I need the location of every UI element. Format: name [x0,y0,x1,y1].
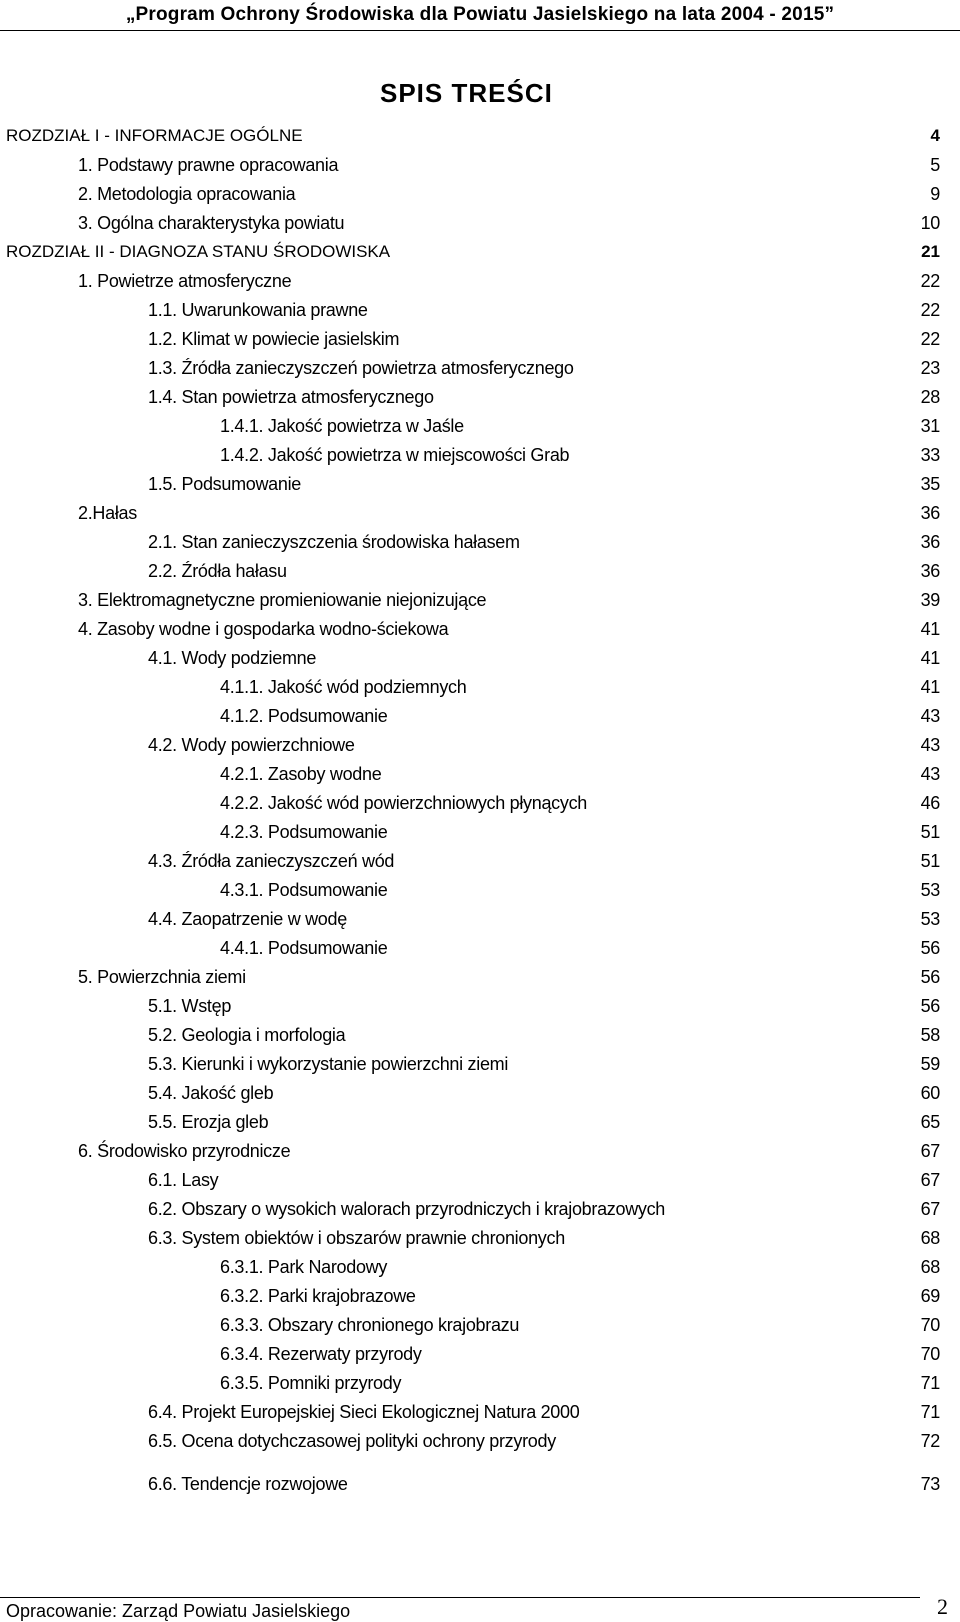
toc-entry-page: 9 [930,184,940,204]
toc-entry-page: 22 [920,329,940,349]
toc-entry-title: 4.1.1. Jakość wód podziemnych [220,677,467,697]
toc-entry-page: 41 [920,648,940,668]
toc-entry[interactable] [0,849,940,873]
toc-entry-title: 4.2.2. Jakość wód powierzchniowych płynących [220,793,587,813]
toc-entry-page: 70 [920,1344,940,1364]
toc-entry[interactable] [0,907,940,931]
toc-entry-page: 43 [920,764,940,784]
toc-entry-page: 28 [920,387,940,407]
toc-entry-page: 69 [920,1286,940,1306]
toc-entry-title: 3. Elektromagnetyczne promieniowanie niejonizujące [78,590,487,610]
toc-entry-page: 51 [920,851,940,871]
toc-entry-page: 56 [920,967,940,987]
toc-entry[interactable] [0,530,940,554]
toc-entry[interactable] [0,443,940,467]
toc-entry-title: 4.3.1. Podsumowanie [220,880,388,900]
toc-entry-page: 65 [920,1112,940,1132]
toc-entry-page: 10 [920,213,940,233]
toc-entry-page: 70 [920,1315,940,1335]
toc-entry-page: 71 [920,1373,940,1393]
toc-entry[interactable] [0,1081,940,1105]
toc-entry-page: 60 [920,1083,940,1103]
toc-entry-title: 6.3.5. Pomniki przyrody [220,1373,402,1393]
toc-entry-title: ROZDZIAŁ I - INFORMACJE OGÓLNE [6,126,303,145]
toc-entry-title: 1. Powietrze atmosferyczne [78,271,292,291]
toc-entry-title: 4.1.2. Podsumowanie [220,706,388,726]
toc-entry-title: 4.4. Zaopatrzenie w wodę [148,909,347,929]
toc-entry[interactable] [0,762,940,786]
toc-entry-title: 5. Powierzchnia ziemi [78,967,246,987]
toc-entry[interactable] [0,1429,940,1453]
toc-entry-page: 4 [930,126,940,145]
toc-entry[interactable] [0,1197,940,1221]
toc-entry[interactable] [0,1400,940,1424]
toc-entry-title: 6.1. Lasy [148,1170,219,1190]
toc-entry[interactable] [0,1110,940,1134]
toc-entry-title: 1.5. Podsumowanie [148,474,301,494]
toc-entry-page: 21 [921,242,940,261]
toc-entry[interactable] [0,356,940,380]
toc-entry-title: 1.3. Źródła zanieczyszczeń powietrza atmosferycznego [148,358,574,378]
toc-entry[interactable] [0,414,940,438]
toc-entry[interactable] [0,269,940,293]
footer-text: Opracowanie: Zarząd Powiatu Jasielskiego [6,1601,351,1621]
toc-entry-title: 5.1. Wstęp [148,996,232,1016]
toc-entry-title: 6.5. Ocena dotychczasowej polityki ochrony przyrody [148,1431,556,1451]
toc-entry[interactable] [0,646,940,670]
toc-entry-title: 6.6. Tendencje rozwojowe [148,1474,348,1494]
toc-entry-page: 67 [920,1141,940,1161]
toc-entry-title: 4.2. Wody powierzchniowe [148,735,355,755]
toc-entry-title: 2.2. Źródła hałasu [148,561,287,581]
toc-entry-title: ROZDZIAŁ II - DIAGNOZA STANU ŚRODOWISKA [6,242,391,261]
toc-entry[interactable] [0,559,940,583]
toc-entry-title: 4.2.3. Podsumowanie [220,822,388,842]
toc-entry-page: 56 [920,938,940,958]
toc-entry-title: 6.3.4. Rezerwaty przyrody [220,1344,422,1364]
toc-entry[interactable] [0,1139,940,1163]
toc-entry-page: 58 [920,1025,940,1045]
toc-entry-title: 1.4. Stan powietrza atmosferycznego [148,387,434,407]
toc-entry[interactable] [0,1255,940,1279]
toc-entry-page: 67 [920,1199,940,1219]
toc-entry-page: 43 [920,706,940,726]
toc-entry-title: 4.3. Źródła zanieczyszczeń wód [148,851,395,871]
footer-divider [0,1597,920,1598]
toc-entry[interactable] [0,153,940,177]
toc-entry-title: 5.3. Kierunki i wykorzystanie powierzchni ziemi [148,1054,509,1074]
toc-entry-title: 4.1. Wody podziemne [148,648,317,668]
toc-entry-title: 4.4.1. Podsumowanie [220,938,388,958]
toc-entry-title: 6.4. Projekt Europejskiej Sieci Ekologicznej Natura 2000 [148,1402,580,1422]
toc-entry[interactable] [0,704,940,728]
toc-entry-page: 73 [920,1474,940,1494]
toc-entry-page: 72 [920,1431,940,1451]
toc-entry-title: 6.3. System obiektów i obszarów prawnie chronionych [148,1228,565,1248]
toc-entry-title: 3. Ogólna charakterystyka powiatu [78,213,345,233]
toc-entry[interactable] [0,733,940,757]
toc-entry-page: 31 [920,416,940,436]
toc-entry-page: 53 [920,880,940,900]
toc-entry-title: 6.3.3. Obszary chronionego krajobrazu [220,1315,520,1335]
toc-entry-page: 68 [920,1228,940,1248]
toc-entry-title: 1.1. Uwarunkowania prawne [148,300,368,320]
toc-entry-title: 5.4. Jakość gleb [148,1083,274,1103]
toc-entry[interactable] [0,965,940,989]
toc-entry-title: 1. Podstawy prawne opracowania [78,155,339,175]
toc-entry-page: 33 [920,445,940,465]
toc-entry[interactable] [0,182,940,206]
toc-entry-title: 1.2. Klimat w powiecie jasielskim [148,329,400,349]
toc-entry[interactable] [0,1342,940,1366]
toc-entry-page: 23 [920,358,940,378]
toc-entry-page: 5 [930,155,940,175]
toc-entry[interactable] [0,1023,940,1047]
toc-entry[interactable] [0,588,940,612]
toc-entry-title: 2. Metodologia opracowania [78,184,296,204]
toc-entry-page: 71 [920,1402,940,1422]
toc-entry-title: 6.3.2. Parki krajobrazowe [220,1286,416,1306]
toc-entry-page: 36 [920,503,940,523]
toc-entry-title: 1.4.2. Jakość powietrza w miejscowości Grab [220,445,570,465]
toc-entry-page: 22 [920,300,940,320]
toc-entry-title: 1.4.1. Jakość powietrza w Jaśle [220,416,464,436]
toc-entry-page: 36 [920,532,940,552]
toc-entry[interactable] [0,1284,940,1308]
toc-entry[interactable] [0,1168,940,1192]
toc-title: SPIS TREŚCI [380,78,553,108]
toc-entry[interactable] [0,1472,940,1496]
toc-entry-page: 56 [920,996,940,1016]
toc-entry-page: 67 [920,1170,940,1190]
toc-entry[interactable] [0,298,940,322]
toc-entry[interactable] [0,936,940,960]
toc-entry-page: 46 [920,793,940,813]
toc-entry[interactable] [0,994,940,1018]
toc-entry[interactable] [0,878,940,902]
toc-entry[interactable] [0,820,940,844]
toc-entry[interactable] [0,1226,940,1250]
toc-entry-title: 4. Zasoby wodne i gospodarka wodno-ściekowa [78,619,449,639]
toc-entry[interactable] [0,385,940,409]
toc-entry[interactable] [0,1052,940,1076]
page-number: 2 [937,1594,948,1619]
toc-entry-title: 6.3.1. Park Narodowy [220,1257,388,1277]
toc-entry-title: 4.2.1. Zasoby wodne [220,764,382,784]
toc-entry[interactable] [0,472,940,496]
header-title: „Program Ochrony Środowiska dla Powiatu Jasielskiego na lata 2004 - 2015” [125,4,835,25]
toc-entry-page: 41 [920,677,940,697]
toc-chapter-entry[interactable] [0,240,940,264]
toc-entry-page: 68 [920,1257,940,1277]
toc-entry-page: 51 [920,822,940,842]
toc-entry-page: 41 [920,619,940,639]
toc-entry-title: 2.Hałas [78,503,137,523]
toc-entry-title: 6.2. Obszary o wysokich walorach przyrodniczych i krajobrazowych [148,1199,666,1219]
toc-entry[interactable] [0,501,940,525]
toc-chapter-entry[interactable] [0,124,940,148]
toc-entry[interactable] [0,211,940,235]
toc-entry-page: 36 [920,561,940,581]
toc-entry-page: 39 [920,590,940,610]
toc-entry[interactable] [0,327,940,351]
toc-entry-title: 5.5. Erozja gleb [148,1112,269,1132]
toc-entry[interactable] [0,1313,940,1337]
toc-entry[interactable] [0,617,940,641]
toc-entry-page: 22 [920,271,940,291]
toc-entry-title: 2.1. Stan zanieczyszczenia środowiska hałasem [148,532,520,552]
toc-entry[interactable] [0,791,940,815]
toc-entry-page: 59 [920,1054,940,1074]
toc-entry[interactable] [0,1371,940,1395]
toc-entry-page: 35 [920,474,940,494]
toc-entry-page: 43 [920,735,940,755]
toc-entry-page: 53 [920,909,940,929]
toc-entry[interactable] [0,675,940,699]
toc-entry-title: 5.2. Geologia i morfologia [148,1025,346,1045]
toc-entry-title: 6. Środowisko przyrodnicze [78,1141,291,1161]
